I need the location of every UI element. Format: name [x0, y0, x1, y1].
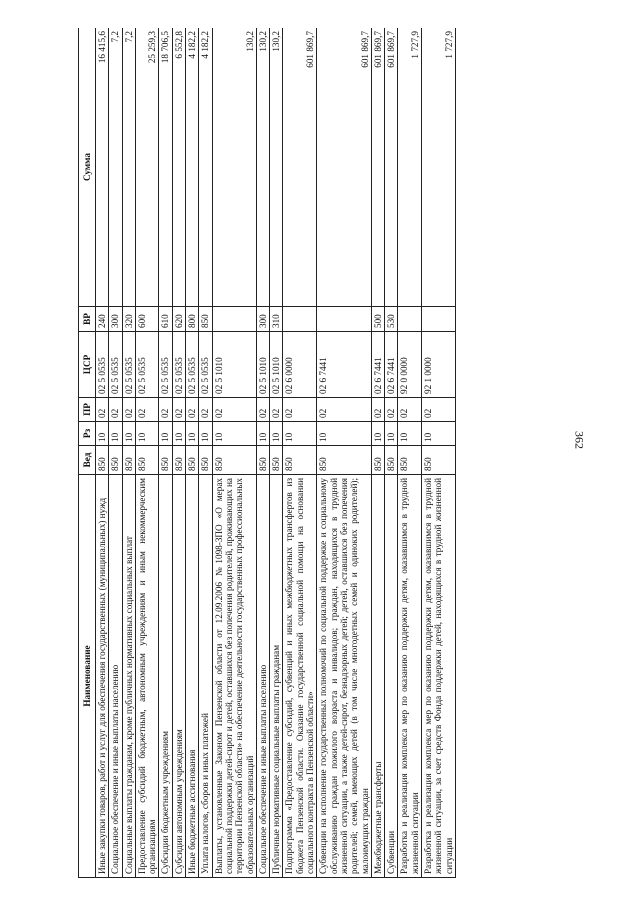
- cell-rz: 10: [96, 422, 109, 446]
- cell-rz: 10: [199, 422, 212, 446]
- page-number: 362: [572, 431, 587, 449]
- cell-pr: 02: [172, 398, 185, 422]
- cell-vr: 850: [199, 307, 212, 332]
- cell-name: Социальное обеспечение и иные выплаты населению: [109, 475, 122, 878]
- table-row: [122, 28, 135, 878]
- cell-vr: 240: [96, 307, 109, 332]
- cell-rz: 10: [135, 422, 159, 446]
- cell-name: Субвенции: [385, 475, 398, 878]
- cell-vr: 530: [385, 307, 398, 332]
- cell-name: Разработка и реализация комплекса мер по оказанию поддержки детям, оказавшимся в трудной жизненной ситуации, за счет средств Фонда поддержки детей, находящихся в трудной жизненной ситуации: [422, 475, 456, 878]
- cell-csr: 02 5 0535: [172, 332, 185, 398]
- cell-rz: 10: [159, 422, 172, 446]
- cell-sum: 601 869,7: [283, 28, 317, 307]
- table-row: [398, 28, 422, 878]
- cell-ved: 850: [371, 446, 384, 475]
- cell-vr: 320: [122, 307, 135, 332]
- cell-vr: 300: [256, 307, 269, 332]
- table-row: [422, 28, 456, 878]
- table-viewport: [78, 28, 566, 878]
- cell-name: Иные закупки товаров, работ и услуг для обеспечения государственных (муниципальных) нужд: [96, 475, 109, 878]
- cell-sum: 7,2: [109, 28, 122, 307]
- cell-vr: 600: [135, 307, 159, 332]
- cell-pr: 02: [317, 398, 371, 422]
- cell-csr: 92 0 0000: [398, 332, 422, 398]
- cell-name: Разработка и реализация комплекса мер по оказанию поддержки детям, оказавшимся в трудной жизненной ситуации: [398, 475, 422, 878]
- cell-ved: 850: [283, 446, 317, 475]
- cell-ved: 850: [270, 446, 283, 475]
- cell-csr: 02 6 7441: [371, 332, 384, 398]
- cell-rz: 10: [256, 422, 269, 446]
- cell-pr: 02: [256, 398, 269, 422]
- cell-rz: 10: [172, 422, 185, 446]
- cell-sum: 130,2: [270, 28, 283, 307]
- cell-name: Социальное обеспечение и иные выплаты населению: [256, 475, 269, 878]
- cell-ved: 850: [398, 446, 422, 475]
- header-rz: Рз: [79, 422, 96, 446]
- table-row: [212, 28, 256, 878]
- rotated-table-container: [78, 28, 566, 878]
- cell-pr: 02: [109, 398, 122, 422]
- cell-rz: 10: [212, 422, 256, 446]
- cell-pr: 02: [371, 398, 384, 422]
- cell-sum: 130,2: [256, 28, 269, 307]
- cell-sum: 4 182,2: [199, 28, 212, 307]
- cell-rz: 10: [385, 422, 398, 446]
- cell-sum: 130,2: [212, 28, 256, 307]
- cell-csr: 02 5 0535: [135, 332, 159, 398]
- cell-vr: [422, 307, 456, 332]
- table-row: [283, 28, 317, 878]
- cell-rz: 10: [422, 422, 456, 446]
- cell-pr: 02: [398, 398, 422, 422]
- cell-sum: 601 869,7: [371, 28, 384, 307]
- cell-vr: [283, 307, 317, 332]
- cell-csr: 92 1 0000: [422, 332, 456, 398]
- cell-csr: 02 6 7441: [385, 332, 398, 398]
- cell-pr: 02: [385, 398, 398, 422]
- cell-ved: 850: [109, 446, 122, 475]
- cell-name: Иные бюджетные ассигнования: [186, 475, 199, 878]
- cell-csr: 02 5 0535: [109, 332, 122, 398]
- cell-name: Подпрограмма «Предоставление субсидий, субвенций и иных межбюджетных трансфертов из бюджета Пензенской области. Оказание государственной социальной помощи на основании социального контракта в Пензенской области»: [283, 475, 317, 878]
- cell-ved: 850: [385, 446, 398, 475]
- cell-vr: 800: [186, 307, 199, 332]
- cell-vr: [212, 307, 256, 332]
- cell-sum: 16 415,6: [96, 28, 109, 307]
- cell-csr: 02 5 1010: [256, 332, 269, 398]
- cell-vr: 500: [371, 307, 384, 332]
- cell-pr: 02: [283, 398, 317, 422]
- cell-rz: 10: [398, 422, 422, 446]
- budget-table: [78, 28, 456, 878]
- cell-csr: 02 5 0535: [96, 332, 109, 398]
- cell-rz: 10: [270, 422, 283, 446]
- cell-csr: 02 5 0535: [186, 332, 199, 398]
- cell-rz: 10: [283, 422, 317, 446]
- cell-csr: 02 5 1010: [270, 332, 283, 398]
- cell-rz: 10: [122, 422, 135, 446]
- cell-rz: 10: [109, 422, 122, 446]
- cell-rz: 10: [371, 422, 384, 446]
- header-name: Наименование: [79, 475, 96, 878]
- cell-sum: 7,2: [122, 28, 135, 307]
- header-ved: Вед: [79, 446, 96, 475]
- table-row: [199, 28, 212, 878]
- header-vr: ВР: [79, 307, 96, 332]
- cell-ved: 850: [135, 446, 159, 475]
- cell-ved: 850: [159, 446, 172, 475]
- cell-vr: 300: [109, 307, 122, 332]
- cell-name: Субсидии бюджетным учреждениям: [159, 475, 172, 878]
- cell-ved: 850: [96, 446, 109, 475]
- cell-rz: 10: [186, 422, 199, 446]
- cell-vr: [398, 307, 422, 332]
- table-row: [96, 28, 109, 878]
- cell-sum: 25 259,3: [135, 28, 159, 307]
- cell-csr: 02 5 0535: [199, 332, 212, 398]
- cell-name: Межбюджетные трансферты: [371, 475, 384, 878]
- cell-name: Уплата налогов, сборов и иных платежей: [199, 475, 212, 878]
- cell-name: Публичные нормативные социальные выплаты гражданам: [270, 475, 283, 878]
- cell-pr: 02: [270, 398, 283, 422]
- table-row: [159, 28, 172, 878]
- cell-name: Выплаты, установленные Законом Пензенской области от 12.09.2006 №1098-ЗПО «О мерах социальной поддержки детей-сирот и детей, оставшихся без попечения родителей, проживающих на территории Пензенской области» на обеспечение деятельности государственных профессиональных образовательных организаций: [212, 475, 256, 878]
- cell-sum: 6 552,8: [172, 28, 185, 307]
- cell-vr: [317, 307, 371, 332]
- cell-pr: 02: [122, 398, 135, 422]
- header-csr: ЦСР: [79, 332, 96, 398]
- table-row: [256, 28, 269, 878]
- cell-name: Субсидии автономным учреждениям: [172, 475, 185, 878]
- cell-name: Предоставление субсидий бюджетным, автономным учреждениям и иным некоммерческим организациям: [135, 475, 159, 878]
- table-header-row: [79, 28, 96, 878]
- cell-sum: 601 869,7: [385, 28, 398, 307]
- cell-pr: 02: [159, 398, 172, 422]
- table-row: [371, 28, 384, 878]
- cell-csr: 02 5 1010: [212, 332, 256, 398]
- cell-ved: 850: [317, 446, 371, 475]
- cell-csr: 02 5 0535: [122, 332, 135, 398]
- cell-sum: 18 706,5: [159, 28, 172, 307]
- cell-name: Социальные выплаты гражданам, кроме публичных нормативных социальных выплат: [122, 475, 135, 878]
- cell-vr: 620: [172, 307, 185, 332]
- cell-vr: 610: [159, 307, 172, 332]
- cell-name: Субвенции на исполнение государственных полномочий по социальной поддержке и социальному обслуживанию граждан пожилого возраста и инвалидов; граждан, находящихся в трудной жизненной ситуации, а также детей-сирот, безнадзорных детей; детей, оставшихся без попечения родителей; семей, имеющих детей (в том числе многодетных семей и одиноких родителей); малоимущих граждан: [317, 475, 371, 878]
- cell-pr: 02: [422, 398, 456, 422]
- cell-csr: 02 5 0535: [159, 332, 172, 398]
- table-row: [109, 28, 122, 878]
- cell-sum: 601 869,7: [317, 28, 371, 307]
- cell-sum: 1 727,9: [398, 28, 422, 307]
- cell-pr: 02: [199, 398, 212, 422]
- cell-ved: 850: [186, 446, 199, 475]
- table-row: [385, 28, 398, 878]
- cell-ved: 850: [256, 446, 269, 475]
- table-row: [172, 28, 185, 878]
- cell-rz: 10: [317, 422, 371, 446]
- header-sum: Сумма: [79, 28, 96, 307]
- table-row: [135, 28, 159, 878]
- table-row: [186, 28, 199, 878]
- cell-sum: 4 182,2: [186, 28, 199, 307]
- cell-sum: 1 727,9: [422, 28, 456, 307]
- cell-ved: 850: [212, 446, 256, 475]
- table-row: [270, 28, 283, 878]
- cell-pr: 02: [135, 398, 159, 422]
- cell-csr: 02 6 0000: [283, 332, 317, 398]
- cell-csr: 02 6 7441: [317, 332, 371, 398]
- cell-ved: 850: [422, 446, 456, 475]
- table-row: [317, 28, 371, 878]
- header-pr: ПР: [79, 398, 96, 422]
- cell-ved: 850: [172, 446, 185, 475]
- cell-ved: 850: [199, 446, 212, 475]
- cell-ved: 850: [122, 446, 135, 475]
- cell-pr: 02: [96, 398, 109, 422]
- cell-vr: 310: [270, 307, 283, 332]
- cell-pr: 02: [212, 398, 256, 422]
- cell-pr: 02: [186, 398, 199, 422]
